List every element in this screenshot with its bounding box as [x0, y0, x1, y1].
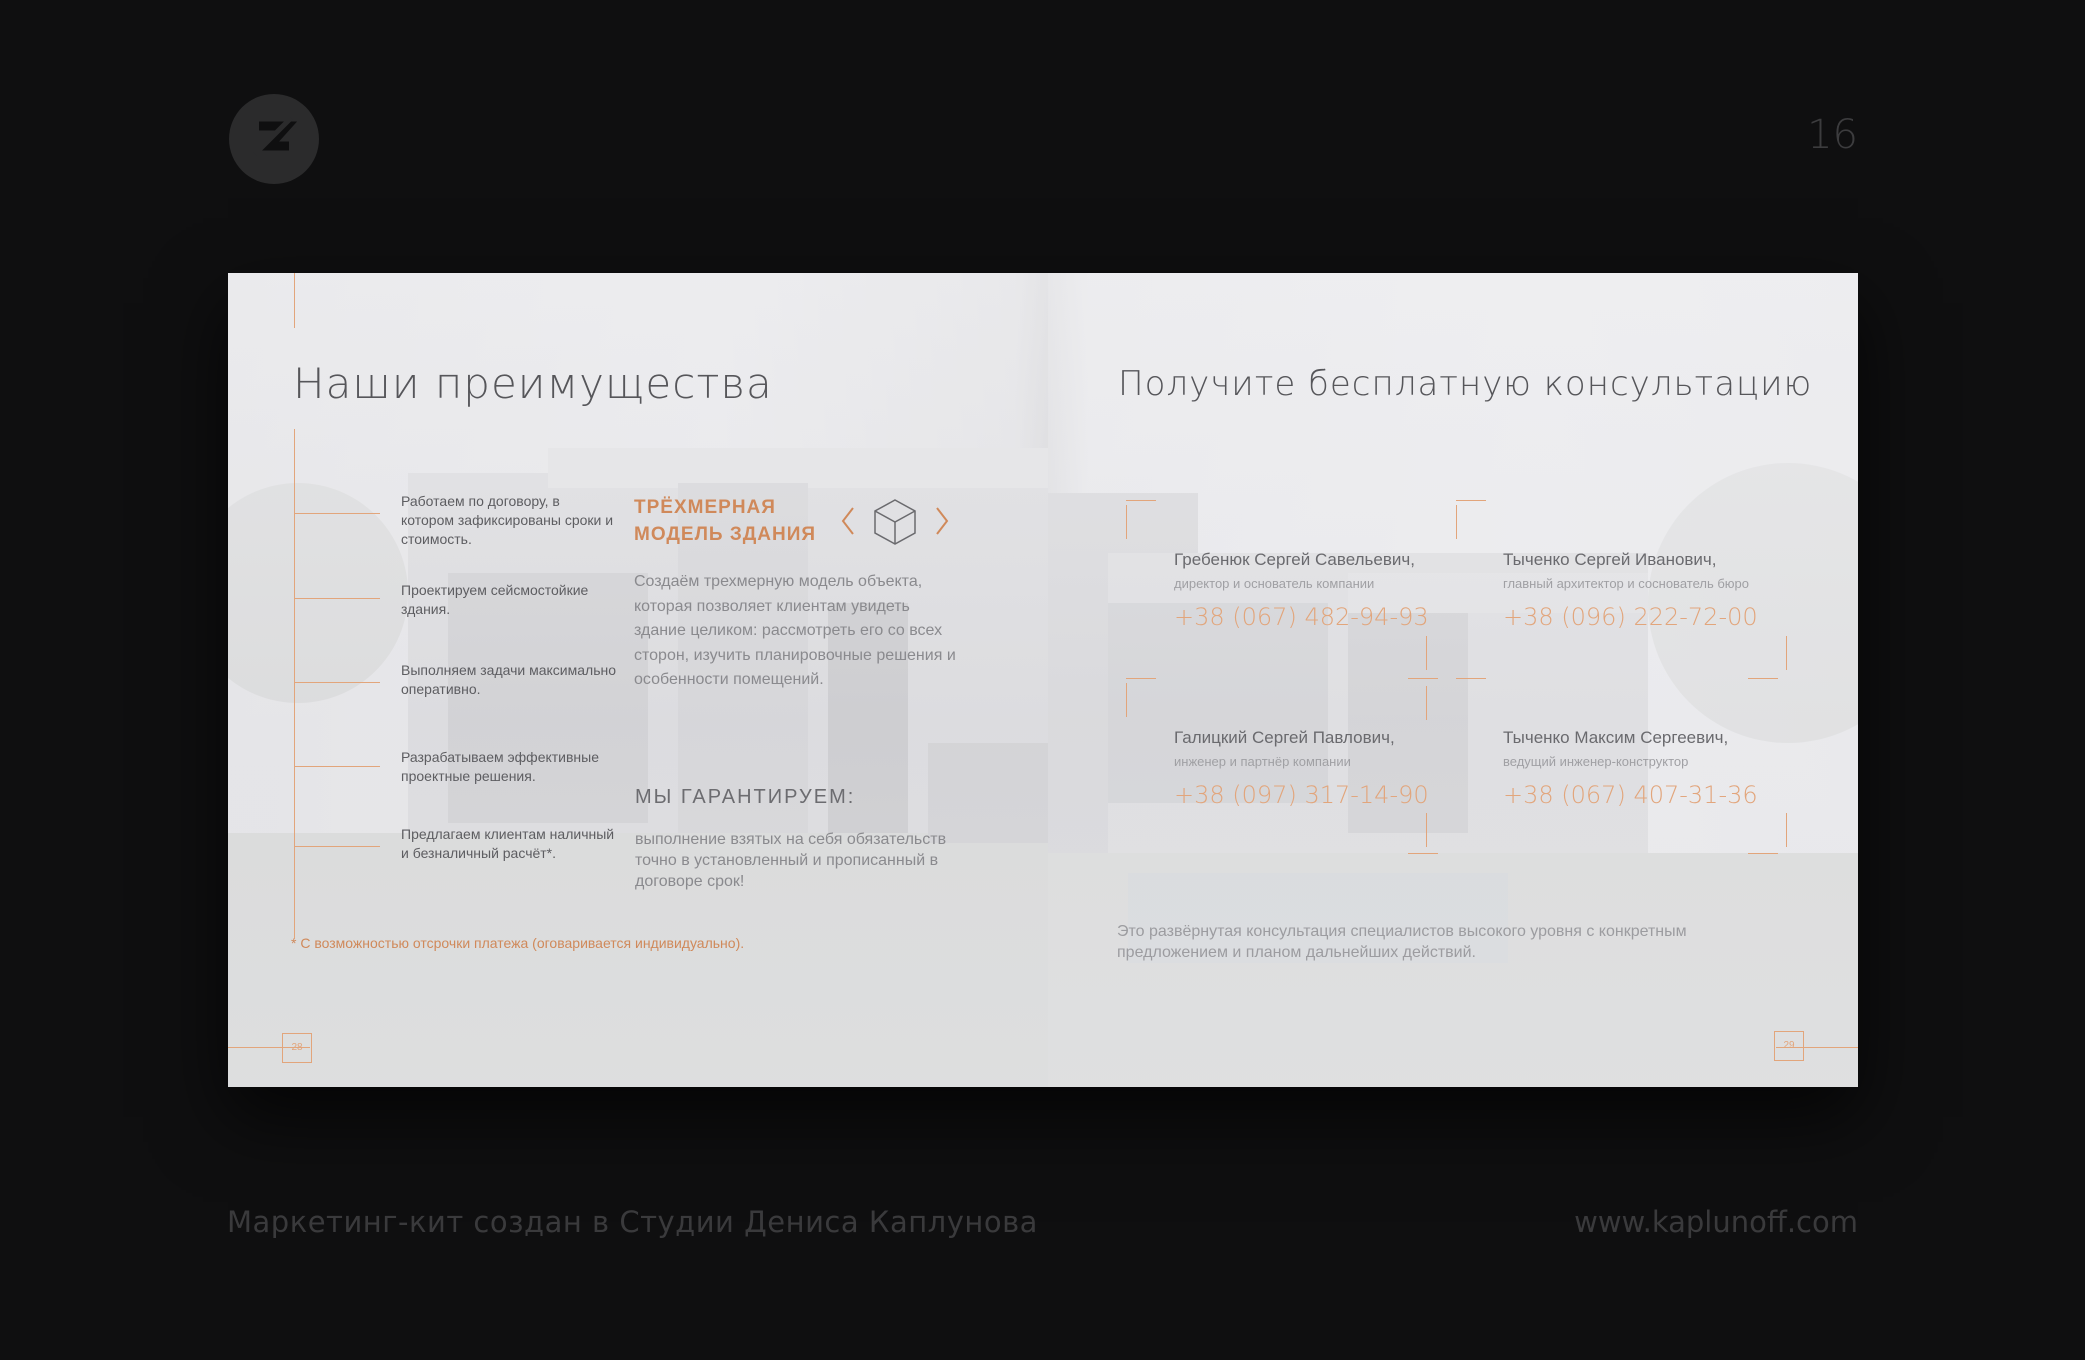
guarantee-title: МЫ ГАРАНТИРУЕМ:: [635, 786, 856, 808]
contact-name: Тыченко Сергей Иванович,: [1503, 550, 1717, 569]
guarantee-text: выполнение взятых на себя обязательств точно в установленный и прописанный в договоре срок!: [635, 831, 947, 890]
page-label: 28: [282, 1033, 312, 1063]
page-label: 29: [1774, 1031, 1804, 1061]
advantage-item: Предлагаем клиентам наличный и безналичный расчёт*.: [401, 826, 615, 861]
contact-card: [1503, 550, 1758, 631]
left-page: [228, 273, 1048, 1087]
advantage-item: Выполняем задачи максимально оперативно.: [401, 662, 617, 697]
page-title: Получите бесплатную консультацию: [1118, 364, 1813, 404]
credit-text: Маркетинг-кит создан в Студии Дениса Каплунова: [227, 1205, 1038, 1239]
logo-mark-icon: [229, 94, 319, 184]
footnote: * С возможностью отсрочки платежа (оговаривается индивидуально).: [291, 935, 745, 951]
brochure-spread: [228, 273, 1858, 1087]
contact-role: директор и основатель компании: [1174, 576, 1375, 591]
advantage-item: Работаем по договору, в котором зафиксированы сроки и стоимость.: [401, 493, 614, 547]
contact-card: [1503, 728, 1758, 809]
feature-title-line: МОДЕЛЬ ЗДАНИЯ: [634, 524, 817, 545]
page-title: Наши преимущества: [293, 359, 773, 408]
3d-cube-icon: [840, 492, 950, 550]
contact-phone[interactable]: +38 (067) 482-94-93: [1174, 603, 1429, 631]
contact-name: Галицкий Сергей Павлович,: [1174, 728, 1395, 747]
contact-role: ведущий инженер-конструктор: [1503, 754, 1689, 769]
feature-title: [634, 494, 816, 548]
contact-phone[interactable]: +38 (097) 317-14-90: [1174, 781, 1429, 809]
consultation-note: Это развёрнутая консультация специалистов высокого уровня с конкретным предложением и планом дальнейших действий.: [1117, 923, 1687, 961]
contact-card: [1174, 550, 1429, 631]
contact-role: главный архитектор и соснователь бюро: [1503, 576, 1749, 591]
feature-text: Создаём трехмерную модель объекта, которая позволяет клиентам увидеть здание целиком: рассмотреть его со всех сторон, изучить планировочные решения и особенности помещений.: [634, 573, 956, 688]
advantage-item: Разрабатываем эффективные проектные решения.: [401, 749, 600, 784]
website-link[interactable]: www.kaplunoff.com: [1574, 1205, 1858, 1239]
contact-card: [1174, 728, 1429, 809]
contact-phone[interactable]: +38 (096) 222-72-00: [1503, 603, 1758, 631]
studio-logo: [229, 94, 319, 184]
right-page: [1048, 273, 1858, 1087]
contact-name: Гребенюк Сергей Савельевич,: [1174, 550, 1415, 569]
feature-title-line: ТРЁХМЕРНАЯ: [634, 497, 776, 518]
contact-phone[interactable]: +38 (067) 407-31-36: [1503, 781, 1758, 809]
contact-name: Тыченко Максим Сергеевич,: [1503, 728, 1729, 747]
advantage-item: Проектируем сейсмостойкие здания.: [401, 582, 589, 617]
page-number: 16: [1807, 112, 1858, 158]
contact-role: инженер и партнёр компании: [1174, 754, 1351, 769]
